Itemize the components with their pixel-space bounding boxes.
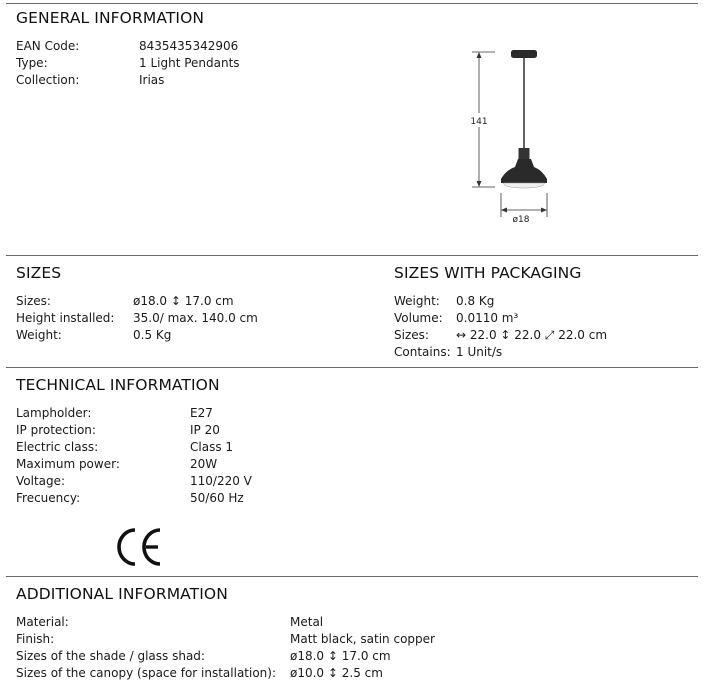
packaging-volume-value: 0.0110 m³ [456,311,519,325]
packaging-sizes-value: ↔ 22.0 ↕ 22.0 ⤢ 22.0 cm [456,328,608,342]
shade-sizes-value: ø18.0 ↕ 17.0 cm [290,649,391,663]
collection-value: Irias [139,73,165,87]
material-value: Metal [290,615,324,629]
packaging-contains-value: 1 Unit/s [456,345,503,359]
height-installed-label: Height installed: [16,311,115,325]
general-title: GENERAL INFORMATION [16,9,205,27]
type-value: 1 Light Pendants [139,56,240,70]
pendant-lamp-drawing [465,45,565,230]
ip-protection-label: IP protection: [16,423,96,437]
frequency-label: Frecuency: [16,491,81,505]
shade-sizes-label: Sizes of the shade / glass shad: [16,649,205,663]
technical-top-rule [6,367,698,368]
ip-protection-value: IP 20 [190,423,220,437]
collection-label: Collection: [16,73,80,87]
packaging-sizes-label: Sizes: [394,328,429,342]
sizes-top-rule [6,255,698,256]
type-label: Type: [16,56,48,70]
voltage-value: 110/220 V [190,474,252,488]
ean-value: 8435435342906 [139,39,239,53]
diameter-dimension-label: ø18 [512,215,530,225]
electric-class-label: Electric class: [16,440,99,454]
packaging-volume-label: Volume: [394,311,443,325]
material-label: Material: [16,615,69,629]
canopy-sizes-value: ø10.0 ↕ 2.5 cm [290,666,383,680]
lampholder-label: Lampholder: [16,406,92,420]
finish-label: Finish: [16,632,55,646]
height-dimension-label: 141 [470,117,488,127]
packaging-contains-label: Contains: [394,345,451,359]
additional-title: ADDITIONAL INFORMATION [16,585,228,603]
additional-top-rule [6,576,698,577]
canopy-sizes-label: Sizes of the canopy (space for installation): [16,666,277,680]
height-installed-value: 35.0/ max. 140.0 cm [133,311,258,325]
packaging-title: SIZES WITH PACKAGING [394,264,582,282]
sizes-label: Sizes: [16,294,51,308]
weight-label: Weight: [16,328,62,342]
maximum-power-label: Maximum power: [16,457,120,471]
electric-class-value: Class 1 [190,440,234,454]
weight-value: 0.5 Kg [133,328,172,342]
sizes-title: SIZES [16,264,62,282]
lampholder-value: E27 [190,406,213,420]
finish-value: Matt black, satin copper [290,632,435,646]
packaging-weight-label: Weight: [394,294,440,308]
voltage-label: Voltage: [16,474,66,488]
maximum-power-value: 20W [190,457,218,471]
general-top-rule [6,3,698,4]
technical-title: TECHNICAL INFORMATION [16,376,220,394]
packaging-weight-value: 0.8 Kg [456,294,495,308]
frequency-value: 50/60 Hz [190,491,244,505]
ce-mark-icon [116,527,164,567]
ean-label: EAN Code: [16,39,80,53]
sizes-value: ø18.0 ↕ 17.0 cm [133,294,234,308]
